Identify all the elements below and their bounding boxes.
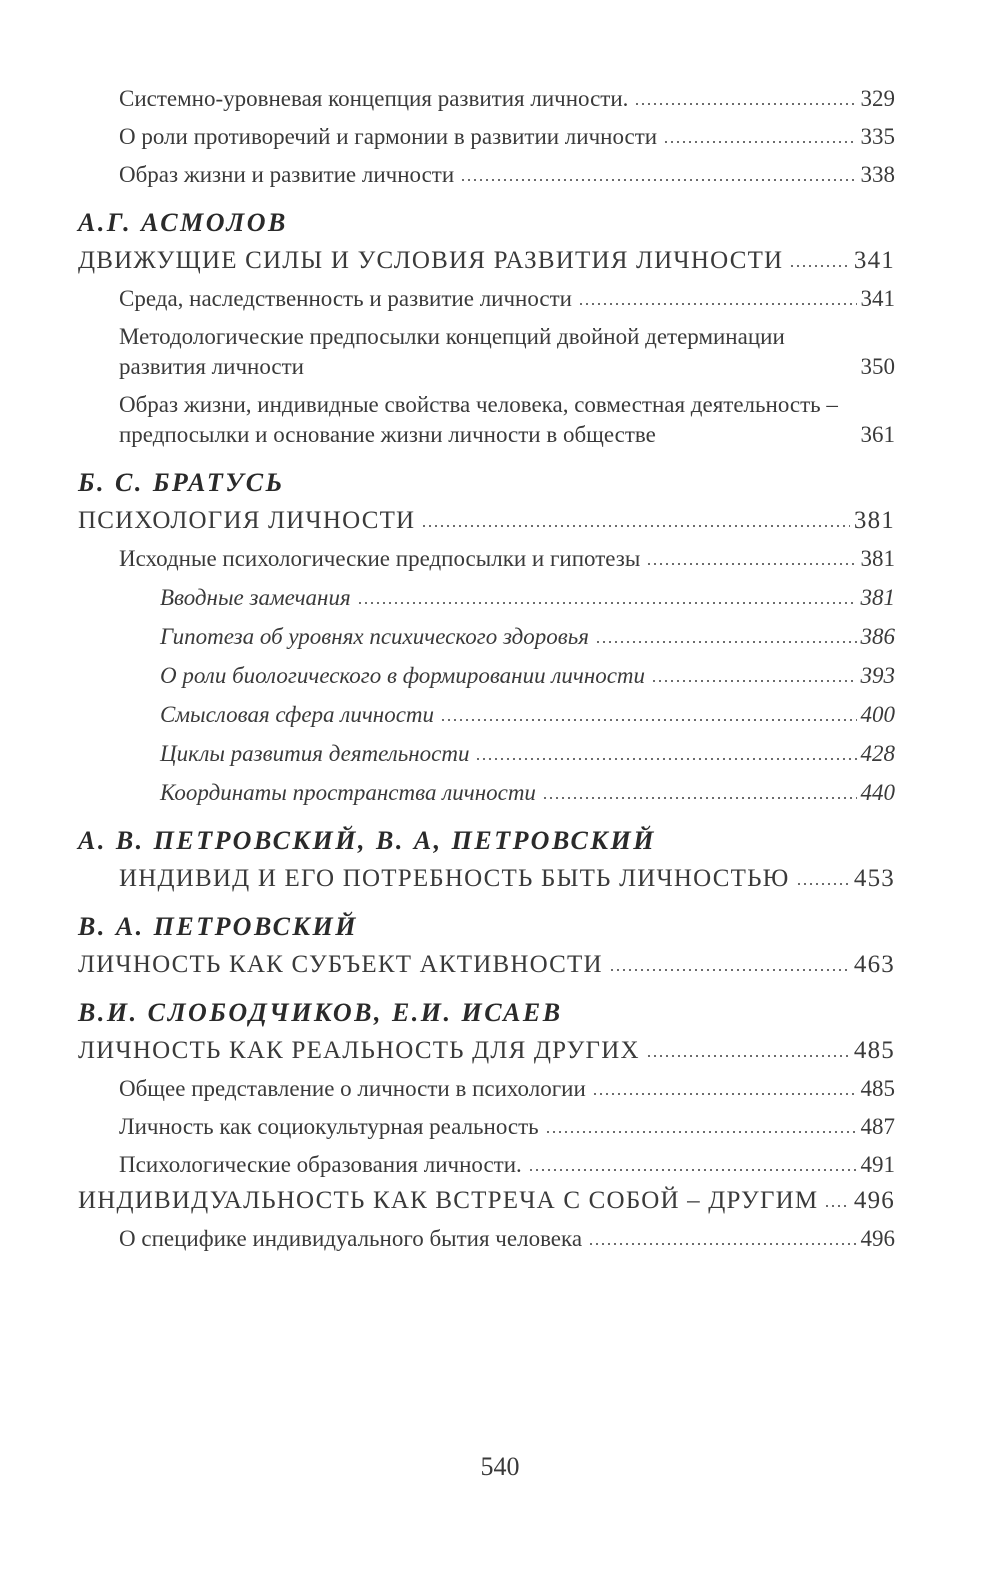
dot-leader: [646, 561, 856, 567]
toc-entry-title: Среда, наследственность и развитие личности: [119, 286, 572, 311]
toc-entry-page: 393: [860, 663, 895, 688]
toc-entry-title: ИНДИВИДУАЛЬНОСТЬ КАК ВСТРЕЧА С СОБОЙ – ДРУГИМ: [78, 1187, 819, 1214]
toc-entry-title: О роли биологического в формировании личности: [160, 663, 646, 688]
toc-entry-title: О специфике индивидуального бытия человека: [119, 1226, 583, 1251]
dot-leader: [542, 795, 857, 801]
toc-entry-page: 491: [860, 1152, 895, 1177]
toc-entry-page: 338: [860, 162, 895, 187]
table-of-contents: [78, 76, 895, 1254]
toc-entry-title: ЛИЧНОСТЬ КАК РЕАЛЬНОСТЬ ДЛЯ ДРУГИХ: [78, 1037, 640, 1064]
dot-leader: [528, 1167, 857, 1173]
author-heading: А. В. ПЕТРОВСКИЙ, В. А, ПЕТРОВСКИЙ: [78, 826, 656, 855]
dot-leader: [440, 717, 856, 723]
toc-entry[interactable]: [78, 506, 895, 536]
toc-entry-page: 496: [853, 1187, 895, 1214]
toc-entry-page: 485: [860, 1076, 895, 1101]
toc-entry[interactable]: [78, 544, 895, 574]
toc-entry[interactable]: [78, 622, 895, 652]
toc-entry[interactable]: [78, 390, 895, 450]
toc-entry-title: Координаты пространства личности: [160, 780, 536, 805]
toc-entry[interactable]: [78, 700, 895, 730]
toc-entry[interactable]: [78, 661, 895, 691]
toc-entry-title: Циклы развития деятельности: [160, 741, 470, 766]
toc-entry[interactable]: [78, 1224, 895, 1254]
author-heading: В. А. ПЕТРОВСКИЙ: [78, 912, 358, 941]
dot-leader: [545, 1129, 857, 1135]
toc-entry-page: 463: [853, 951, 895, 978]
toc-entry-page: 487: [860, 1114, 895, 1139]
toc-entry-page: 440: [860, 780, 895, 805]
toc-entry-title: ПСИХОЛОГИЯ ЛИЧНОСТИ: [78, 507, 416, 534]
toc-entry-title: Личность как социокультурная реальность: [119, 1114, 539, 1139]
toc-entry[interactable]: [78, 284, 895, 314]
toc-entry-title: Исходные психологические предпосылки и гипотезы: [119, 546, 641, 571]
toc-entry-title: ЛИЧНОСТЬ КАК СУБЪЕКТ АКТИВНОСТИ: [78, 951, 603, 978]
toc-entry-page: 341: [853, 247, 895, 274]
toc-entry[interactable]: [78, 739, 895, 769]
toc-entry[interactable]: [78, 864, 895, 894]
toc-entry[interactable]: [78, 1150, 895, 1180]
dot-leader: [421, 523, 850, 529]
toc-entry-title: Гипотеза об уровнях психического здоровья: [160, 624, 589, 649]
dot-leader: [460, 177, 856, 183]
dot-leader: [663, 139, 856, 145]
toc-entry-page: 381: [860, 546, 895, 571]
dot-leader: [796, 881, 850, 887]
toc-entry[interactable]: [78, 1036, 895, 1066]
toc-entry[interactable]: [78, 778, 895, 808]
toc-entry-title: Системно-уровневая концепция развития личности.: [119, 86, 629, 111]
dot-leader: [646, 1053, 850, 1059]
toc-entry-page: 361: [860, 422, 895, 447]
toc-entry-title: Общее представление о личности в психологии: [119, 1076, 586, 1101]
author-heading: Б. С. БРАТУСЬ: [78, 468, 285, 497]
toc-entry[interactable]: [78, 246, 895, 276]
dot-leader: [357, 600, 857, 606]
toc-entry[interactable]: [78, 950, 895, 980]
toc-entry-title: Методологические предпосылки концепций двойной детерминации развития личности: [119, 324, 785, 379]
toc-entry[interactable]: [78, 583, 895, 613]
toc-entry-page: 400: [860, 702, 895, 727]
dot-leader: [475, 756, 856, 762]
dot-leader: [595, 639, 857, 645]
toc-entry-title: Образ жизни и развитие личности: [119, 162, 455, 187]
dot-leader: [588, 1241, 856, 1247]
toc-entry-title: О роли противоречий и гармонии в развитии личности: [119, 124, 658, 149]
author-heading: А.Г. АСМОЛОВ: [78, 208, 288, 237]
toc-entry[interactable]: [78, 160, 895, 190]
author-heading: В.И. СЛОБОДЧИКОВ, Е.И. ИСАЕВ: [78, 998, 563, 1027]
dot-leader: [578, 301, 857, 307]
toc-entry[interactable]: [78, 84, 895, 114]
toc-entry[interactable]: [78, 1074, 895, 1104]
toc-entry-page: 341: [860, 286, 895, 311]
dot-leader: [824, 1203, 850, 1209]
toc-entry-title: Психологические образования личности.: [119, 1152, 522, 1177]
toc-entry-title: Вводные замечания: [160, 585, 351, 610]
toc-entry-page: 381: [860, 585, 895, 610]
toc-entry-page: 496: [860, 1226, 895, 1251]
page-number: 540: [480, 1452, 520, 1481]
toc-entry-page: 381: [853, 507, 895, 534]
toc-entry-page: 453: [853, 865, 895, 892]
toc-entry-title: ИНДИВИД И ЕГО ПОТРЕБНОСТЬ БЫТЬ ЛИЧНОСТЬЮ: [119, 865, 790, 892]
toc-entry[interactable]: [78, 1112, 895, 1142]
toc-entry-title: ДВИЖУЩИЕ СИЛЫ И УСЛОВИЯ РАЗВИТИЯ ЛИЧНОСТИ: [78, 247, 784, 274]
toc-entry-page: 485: [853, 1037, 895, 1064]
toc-entry-title: Образ жизни, индивидные свойства человека, совместная деятельность – предпосылки и основание жизни личности в обществе: [119, 392, 838, 447]
toc-entry-page: 428: [860, 741, 895, 766]
toc-entry-page: 350: [860, 354, 895, 379]
toc-entry-page: 386: [860, 624, 895, 649]
dot-leader: [651, 678, 856, 684]
toc-entry-page: 329: [860, 86, 895, 111]
toc-entry[interactable]: [78, 122, 895, 152]
dot-leader: [634, 101, 856, 107]
dot-leader: [609, 967, 850, 973]
dot-leader: [789, 263, 850, 269]
toc-entry[interactable]: [78, 322, 895, 382]
toc-entry[interactable]: [78, 1186, 895, 1216]
dot-leader: [592, 1091, 857, 1097]
toc-entry-title: Смысловая сфера личности: [160, 702, 435, 727]
toc-entry-page: 335: [860, 124, 895, 149]
